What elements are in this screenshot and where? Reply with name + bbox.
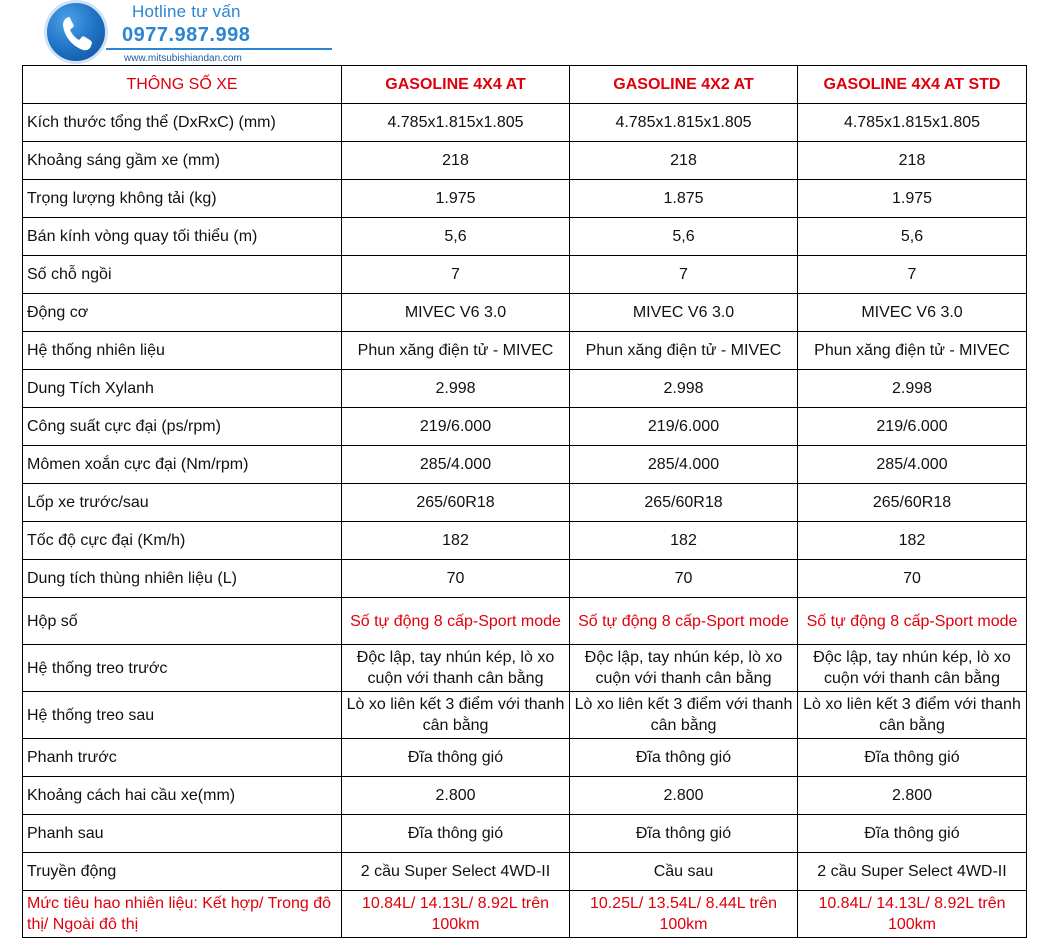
spec-label: Dung Tích Xylanh: [23, 370, 342, 408]
hotline-number[interactable]: 0977.987.998: [122, 24, 251, 46]
spec-value: 182: [570, 522, 798, 560]
spec-value: 5,6: [342, 218, 570, 256]
spec-value: MIVEC V6 3.0: [798, 294, 1027, 332]
spec-value: 1.975: [342, 180, 570, 218]
spec-value: Đĩa thông gió: [798, 739, 1027, 777]
spec-value: 2.998: [570, 370, 798, 408]
spec-value: Đĩa thông gió: [570, 739, 798, 777]
spec-label: Phanh trước: [23, 739, 342, 777]
spec-value: 4.785x1.815x1.805: [798, 104, 1027, 142]
spec-value: 7: [798, 256, 1027, 294]
spec-value: 2.998: [798, 370, 1027, 408]
spec-value: Độc lập, tay nhún kép, lò xo cuộn với thanh cân bằng: [798, 645, 1027, 692]
spec-value: 218: [570, 142, 798, 180]
spec-value: Độc lập, tay nhún kép, lò xo cuộn với thanh cân bằng: [570, 645, 798, 692]
spec-value: MIVEC V6 3.0: [570, 294, 798, 332]
spec-value: 4.785x1.815x1.805: [570, 104, 798, 142]
spec-value: 219/6.000: [798, 408, 1027, 446]
table-row: [23, 332, 1027, 370]
spec-label: Hộp số: [23, 598, 342, 645]
spec-value: 7: [570, 256, 798, 294]
spec-value: 285/4.000: [342, 446, 570, 484]
spec-label: Dung tích thùng nhiên liệu (L): [23, 560, 342, 598]
spec-value: 1.875: [570, 180, 798, 218]
table-row: [23, 408, 1027, 446]
spec-label: Hệ thống treo trước: [23, 645, 342, 692]
spec-value: Đĩa thông gió: [570, 815, 798, 853]
spec-value: Lò xo liên kết 3 điểm với thanh cân bằng: [570, 692, 798, 739]
spec-value: 5,6: [798, 218, 1027, 256]
table-row: [23, 777, 1027, 815]
spec-label: Hệ thống nhiên liệu: [23, 332, 342, 370]
table-row: [23, 891, 1027, 938]
table-header-row: [23, 66, 1027, 104]
table-row: [23, 853, 1027, 891]
spec-value: 70: [342, 560, 570, 598]
header-gasoline-4x4-at-std: GASOLINE 4X4 AT STD: [798, 66, 1027, 104]
spec-table: [22, 65, 1027, 938]
spec-value: Phun xăng điện tử - MIVEC: [570, 332, 798, 370]
table-row: [23, 560, 1027, 598]
spec-value: Phun xăng điện tử - MIVEC: [342, 332, 570, 370]
table-row: [23, 645, 1027, 692]
table-row: [23, 484, 1027, 522]
spec-value: 1.975: [798, 180, 1027, 218]
spec-label: Trọng lượng không tải (kg): [23, 180, 342, 218]
spec-value: 70: [798, 560, 1027, 598]
spec-value: 70: [570, 560, 798, 598]
spec-value: 218: [342, 142, 570, 180]
spec-value: Đĩa thông gió: [798, 815, 1027, 853]
spec-label: Số chỗ ngồi: [23, 256, 342, 294]
spec-label: Khoảng cách hai cầu xe(mm): [23, 777, 342, 815]
spec-value: 2.998: [342, 370, 570, 408]
spec-value: 10.25L/ 13.54L/ 8.44L trên 100km: [570, 891, 798, 938]
spec-value: 219/6.000: [570, 408, 798, 446]
hotline-website[interactable]: www.mitsubishiandan.com: [124, 53, 242, 64]
table-row: [23, 218, 1027, 256]
spec-label: Hệ thống treo sau: [23, 692, 342, 739]
spec-value: 218: [798, 142, 1027, 180]
hotline-divider: [106, 48, 332, 50]
spec-value: Cầu sau: [570, 853, 798, 891]
spec-value: Số tự động 8 cấp-Sport mode: [342, 598, 570, 645]
spec-label: Khoảng sáng gầm xe (mm): [23, 142, 342, 180]
table-row: [23, 739, 1027, 777]
spec-value: 7: [342, 256, 570, 294]
spec-value: 10.84L/ 14.13L/ 8.92L trên 100km: [798, 891, 1027, 938]
spec-value: 285/4.000: [570, 446, 798, 484]
spec-value: 265/60R18: [798, 484, 1027, 522]
header-spec-name: THÔNG SỐ XE: [23, 66, 342, 104]
table-row: [23, 256, 1027, 294]
spec-value: Lò xo liên kết 3 điểm với thanh cân bằng: [798, 692, 1027, 739]
table-row: [23, 815, 1027, 853]
header-gasoline-4x2-at: GASOLINE 4X2 AT: [570, 66, 798, 104]
spec-value: Đĩa thông gió: [342, 815, 570, 853]
spec-label: Phanh sau: [23, 815, 342, 853]
spec-value: 219/6.000: [342, 408, 570, 446]
spec-value: 2 cầu Super Select 4WD-II: [342, 853, 570, 891]
spec-value: 285/4.000: [798, 446, 1027, 484]
spec-label: Lốp xe trước/sau: [23, 484, 342, 522]
table-row: [23, 446, 1027, 484]
spec-value: 5,6: [570, 218, 798, 256]
spec-value: 265/60R18: [342, 484, 570, 522]
spec-label: Mức tiêu hao nhiên liệu: Kết hợp/ Trong đô thị/ Ngoài đô thị: [23, 891, 342, 938]
spec-value: 182: [342, 522, 570, 560]
spec-label: Kích thước tổng thể (DxRxC) (mm): [23, 104, 342, 142]
table-row: [23, 180, 1027, 218]
header-gasoline-4x4-at: GASOLINE 4X4 AT: [342, 66, 570, 104]
table-row: [23, 294, 1027, 332]
spec-value: Độc lập, tay nhún kép, lò xo cuộn với thanh cân bằng: [342, 645, 570, 692]
hotline-badge: [44, 0, 304, 68]
spec-value: Số tự động 8 cấp-Sport mode: [798, 598, 1027, 645]
table-row: [23, 142, 1027, 180]
spec-value: 265/60R18: [570, 484, 798, 522]
table-row: [23, 104, 1027, 142]
spec-value: 10.84L/ 14.13L/ 8.92L trên 100km: [342, 891, 570, 938]
phone-icon: [44, 0, 108, 64]
spec-value: 2.800: [570, 777, 798, 815]
spec-value: 182: [798, 522, 1027, 560]
spec-value: 2 cầu Super Select 4WD-II: [798, 853, 1027, 891]
spec-label: Tốc độ cực đại (Km/h): [23, 522, 342, 560]
table-row: [23, 522, 1027, 560]
spec-value: 4.785x1.815x1.805: [342, 104, 570, 142]
table-row: [23, 598, 1027, 645]
spec-value: 2.800: [342, 777, 570, 815]
spec-label: Công suất cực đại (ps/rpm): [23, 408, 342, 446]
spec-value: Số tự động 8 cấp-Sport mode: [570, 598, 798, 645]
hotline-label: Hotline tư vấn: [132, 2, 241, 21]
table-row: [23, 370, 1027, 408]
spec-label: Bán kính vòng quay tối thiểu (m): [23, 218, 342, 256]
spec-label: Truyền động: [23, 853, 342, 891]
spec-label: Mômen xoắn cực đại (Nm/rpm): [23, 446, 342, 484]
spec-value: Đĩa thông gió: [342, 739, 570, 777]
spec-value: 2.800: [798, 777, 1027, 815]
spec-value: Phun xăng điện tử - MIVEC: [798, 332, 1027, 370]
spec-label: Động cơ: [23, 294, 342, 332]
spec-value: MIVEC V6 3.0: [342, 294, 570, 332]
table-row: [23, 692, 1027, 739]
spec-value: Lò xo liên kết 3 điểm với thanh cân bằng: [342, 692, 570, 739]
